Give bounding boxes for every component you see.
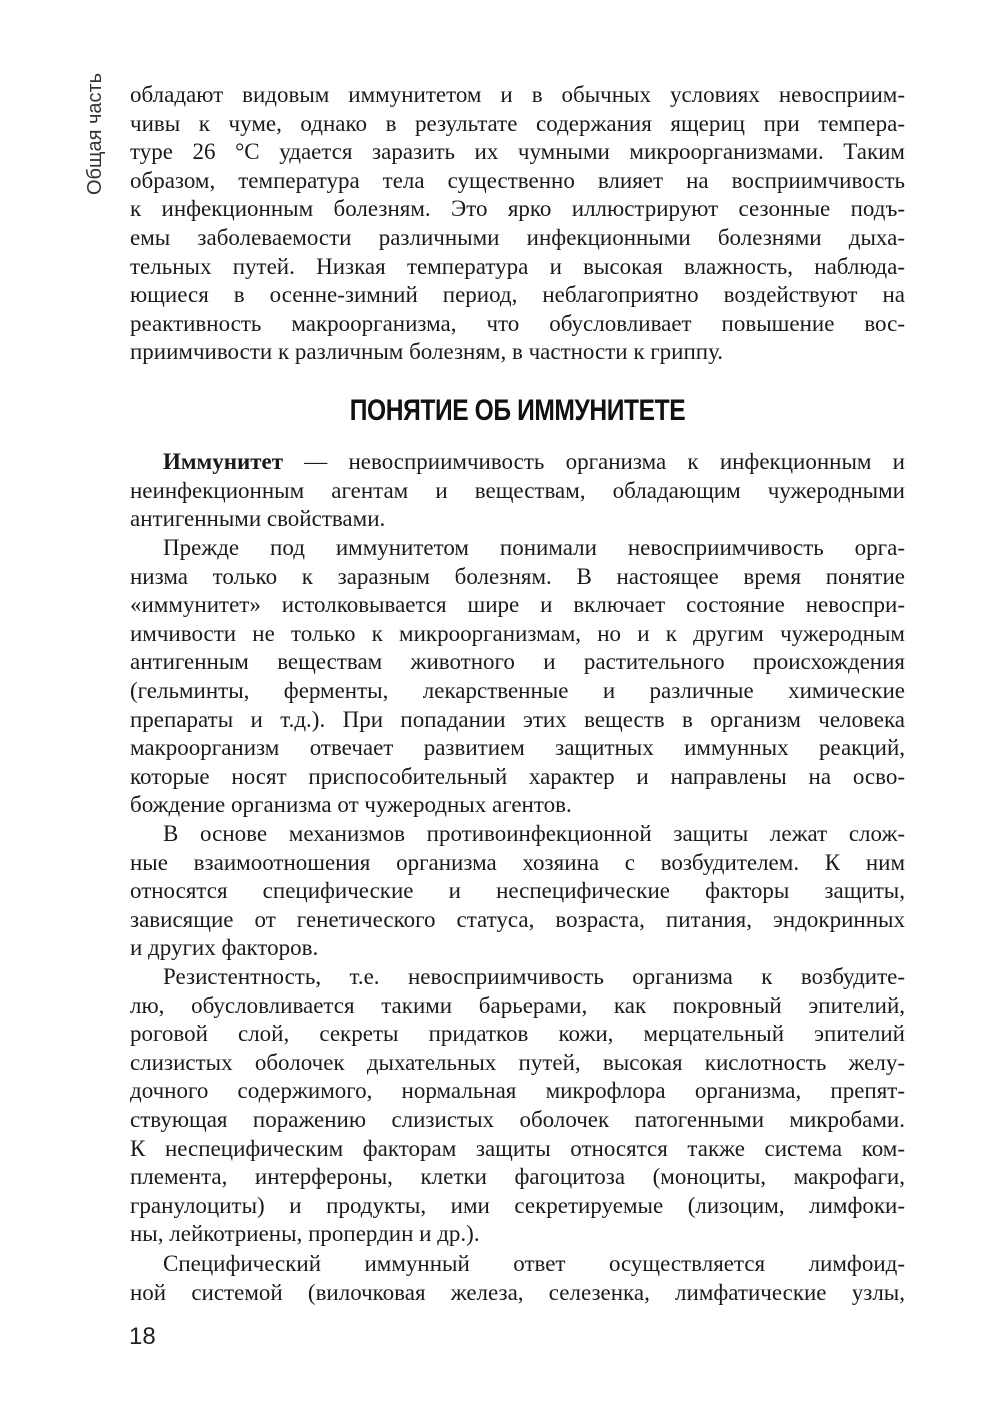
text-line: слизистых оболочек дыхательных путей, высокая кислотность желу-: [130, 1049, 905, 1075]
text-line: гранулоциты) и продукты, ими секретируемые (лизоцим, лимфоки-: [130, 1192, 905, 1218]
text-line: имчивости не только к микроорганизмам, но и к другим чужеродным: [130, 620, 905, 646]
page-number: 18: [129, 1323, 156, 1350]
text-line: туре 26 °С удается заразить их чумными микроорганизмами. Таким: [130, 139, 905, 165]
text-line: реактивность макроорганизма, что обусловливает повышение вос-: [130, 310, 905, 336]
text-line: обладают видовым иммунитетом и в обычных условиях невосприим-: [130, 82, 905, 107]
text-line: и других факторов.: [130, 935, 319, 961]
text-line: антигенными свойствами.: [130, 506, 386, 532]
text-line: антигенным веществам животного и растительного происхождения: [130, 649, 905, 675]
text-line: ствующая поражению слизистых оболочек патогенными микробами.: [130, 1106, 905, 1132]
text-line: К неспецифическим факторам защиты относятся также система ком-: [130, 1135, 905, 1161]
paragraph: [130, 820, 905, 963]
text-line: В основе механизмов противоинфекционной защиты лежат слож-: [163, 821, 905, 846]
paragraph: [130, 534, 905, 820]
text-line: емы заболеваемости различными инфекционными болезнями дыха-: [130, 224, 905, 250]
section-heading: ПОНЯТИЕ ОБ ИММУНИТЕТЕ: [349, 394, 686, 427]
text-line: «иммунитет» истолковывается шире и включает состояние невоспри-: [130, 592, 905, 618]
text-line: неинфекционным агентам и веществам, обладающим чужеродными: [130, 477, 905, 503]
text-line: бождение организма от чужеродных агентов.: [130, 792, 572, 818]
text-line: чивы к чуме, однако в результате содержания ящериц при темпера-: [130, 110, 905, 136]
text-line: Резистентность, т.е. невосприимчивость организма к возбудите-: [163, 964, 905, 989]
text-line: лю, обусловливается такими барьерами, как покровный эпителий,: [130, 992, 905, 1018]
text-line: роговой слой, секреты придатков кожи, мерцательный эпителий: [130, 1021, 905, 1047]
running-head: Общая часть: [84, 72, 106, 195]
text-line: (гельминты, ферменты, лекарственные и различные химические: [130, 677, 905, 703]
paragraph: [130, 1250, 905, 1307]
text-line: образом, температура тела существенно влияет на восприимчивость: [130, 167, 905, 193]
definition-paragraph: [130, 448, 905, 534]
text-line: ющиеся в осенне-зимний период, неблагоприятно воздействуют на: [130, 282, 905, 308]
text-line: тельных путей. Низкая температура и высокая влажность, наблюда-: [130, 253, 905, 279]
text-line: которые носят приспособительный характер и направлены на осво-: [130, 763, 905, 789]
text-line: зависящие от генетического статуса, возраста, питания, эндокринных: [130, 906, 905, 932]
text-line: ны, лейкотриены, пропердин и др.).: [130, 1221, 480, 1247]
paragraph: [130, 963, 905, 1249]
text-line: племента, интерфероны, клетки фагоцитоза (моноциты, макрофаги,: [130, 1164, 905, 1190]
text-line: приимчивости к различным болезням, в частности к гриппу.: [130, 339, 724, 365]
text-line: препараты и т.д.). При попадании этих веществ в организм человека: [130, 706, 905, 732]
intro-paragraph: [130, 81, 905, 367]
text-line: Прежде под иммунитетом понимали невосприимчивость орга-: [163, 535, 905, 560]
definition-term: Иммунитет: [163, 449, 284, 474]
text-line: Специфический иммунный ответ осуществляется лимфоид-: [163, 1251, 905, 1276]
text-line: дочного содержимого, нормальная микрофлора организма, препят-: [130, 1078, 905, 1104]
text-line: Иммунитет — невосприимчивость организма к инфекционным и: [163, 449, 905, 474]
text-line: макроорганизм отвечает развитием защитных иммунных реакций,: [130, 735, 905, 761]
text-line: ной системой (вилочковая железа, селезенка, лимфатические узлы,: [130, 1279, 905, 1305]
text-line: к инфекционным болезням. Это ярко иллюстрируют сезонные подъ-: [130, 196, 905, 222]
text-line: ные взаимоотношения организма хозяина с возбудителем. К ним: [130, 849, 905, 875]
text-line: низма только к заразным болезням. В настоящее время понятие: [130, 563, 905, 589]
text-line: относятся специфические и неспецифические факторы защиты,: [130, 878, 905, 904]
